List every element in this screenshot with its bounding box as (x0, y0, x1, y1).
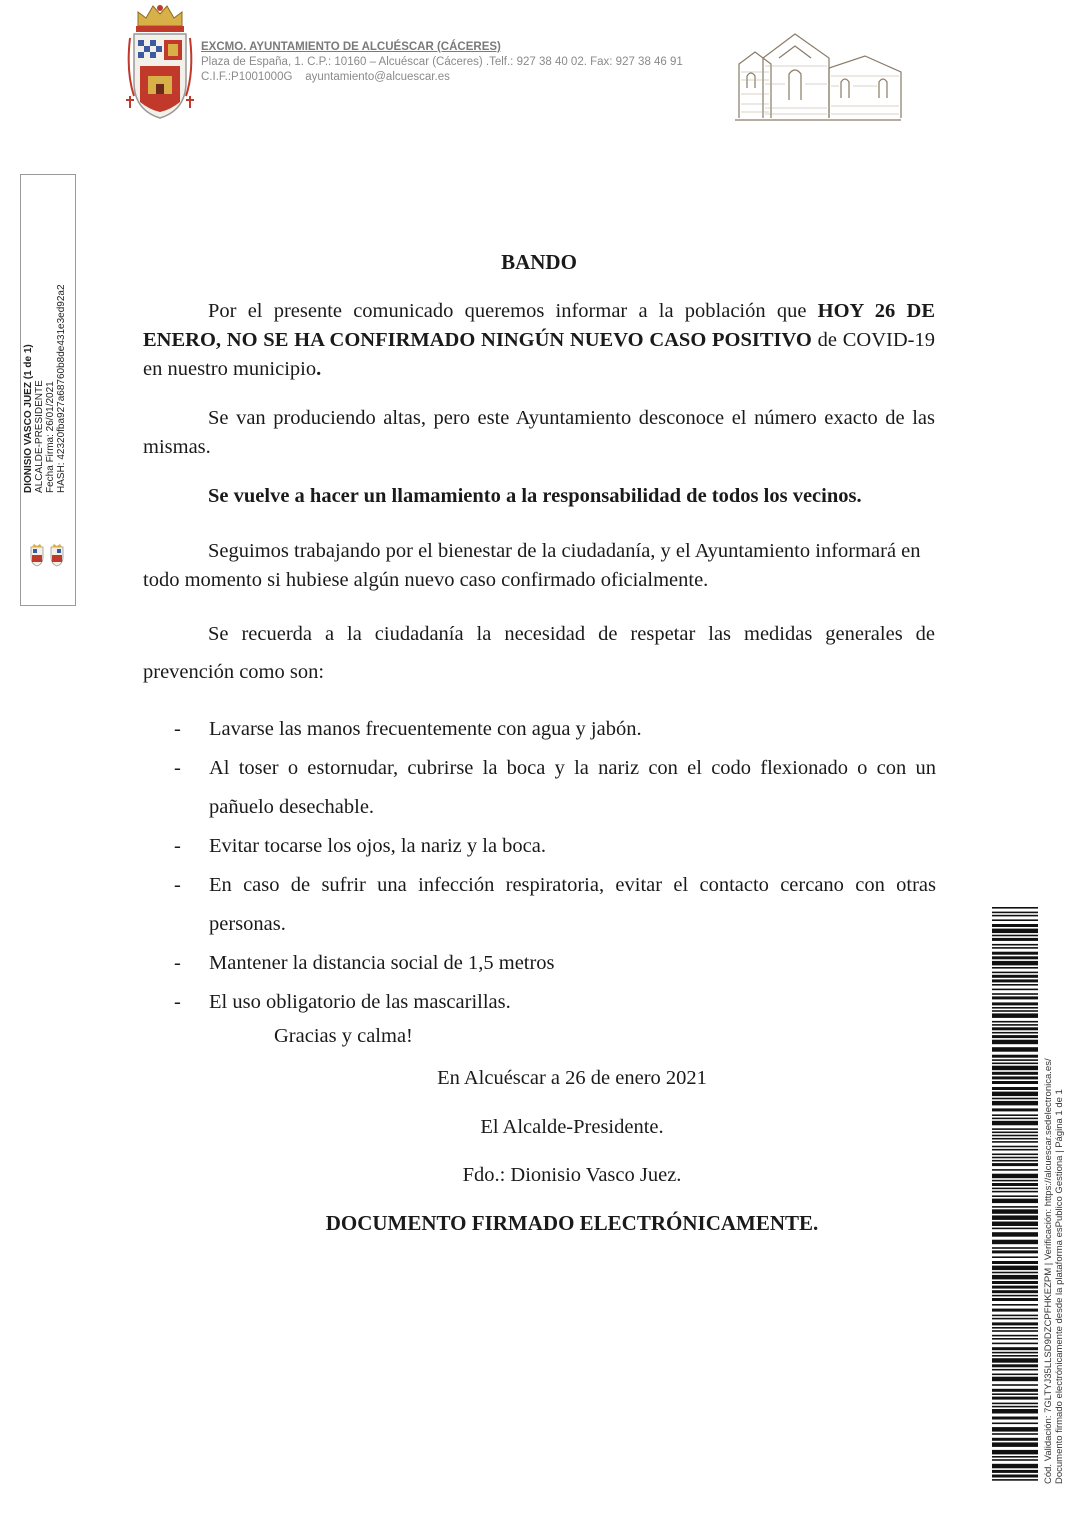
barcode-bar (992, 961, 1038, 966)
electronic-signature-notice: DOCUMENTO FIRMADO ELECTRÓNICAMENTE. (325, 1211, 819, 1235)
barcode-bar (992, 1304, 1038, 1306)
barcode-bar (992, 1318, 1038, 1320)
municipal-coat-of-arms (124, 2, 196, 122)
barcode-bar (992, 1021, 1038, 1023)
document-title: BANDO (501, 250, 577, 274)
barcode-bar (992, 1330, 1038, 1332)
church-illustration (733, 28, 903, 124)
signature-date: Fecha Firma: 26/01/2021 (45, 381, 56, 493)
list-item (174, 866, 936, 944)
barcode-bar (992, 1423, 1038, 1425)
barcode-bar (992, 1272, 1038, 1274)
barcode-bar (992, 1442, 1038, 1447)
list-item-text: El uso obligatorio de las mascarillas. (209, 991, 511, 1013)
paragraph-announcement (143, 297, 935, 384)
barcode-bar (992, 1032, 1038, 1034)
paragraph-responsibility-call: Se vuelve a hacer un llamamiento a la responsabilidad de todos los vecinos. (208, 485, 862, 507)
list-item-text: Lavarse las manos frecuentemente con agua y jabón. (209, 718, 642, 740)
barcode-bar (992, 1295, 1038, 1297)
announcement-intro: Por el presente comunicado queremos informar a la población que (208, 300, 818, 322)
barcode-bar (992, 956, 1038, 959)
paragraph-recoveries (143, 404, 935, 462)
prevention-intro-text: Se recuerda a la ciudadanía la necesidad de respetar las medidas generales de prevención como son: (143, 623, 935, 683)
list-bullet: - (174, 991, 181, 1013)
list-item-text: En caso de sufrir una infección respiratoria, evitar el contacto cercano con otras personas. (209, 874, 936, 935)
barcode-bar (992, 1427, 1038, 1432)
list-item (174, 827, 936, 866)
barcode-bar (992, 1456, 1038, 1458)
verification-code: Cód. Validación: 7GLTYJ35LLSD9DZCPFHKEZPM | Verificación: https://alcuescar.sedelectronica.es/ (1043, 1058, 1054, 1484)
barcode-bar (992, 1013, 1038, 1018)
barcode-bar (992, 1384, 1038, 1386)
paragraph-prevention-intro (143, 615, 935, 691)
announcement-highlight: HOY 26 DE ENERO, NO SE HA CONFIRMADO NINGÚN NUEVO CASO POSITIVO (143, 300, 935, 351)
barcode-bar (992, 1352, 1038, 1354)
signer-title: El Alcalde-Presidente. (480, 1116, 664, 1138)
barcode-bar (992, 1335, 1038, 1337)
barcode-bar (992, 1154, 1038, 1156)
barcode-bar (992, 993, 1038, 995)
barcode-bar (992, 1191, 1038, 1193)
closing-remark: Gracias y calma! (274, 1025, 413, 1047)
barcode-bar (992, 967, 1038, 969)
barcode-bar (992, 1355, 1038, 1357)
barcode-bar (992, 1101, 1038, 1106)
barcode-bar (992, 1010, 1038, 1012)
barcode-bar (992, 1035, 1038, 1038)
barcode-bar (992, 1389, 1038, 1392)
list-item (174, 710, 936, 749)
barcode-bar (992, 1007, 1038, 1009)
list-bullet: - (174, 718, 181, 740)
barcode-bar (992, 1275, 1038, 1280)
barcode-bar (992, 1364, 1038, 1367)
barcode-bar (992, 1475, 1038, 1478)
barcode-bar (992, 1266, 1038, 1271)
barcode-bar (992, 1343, 1038, 1345)
barcode-bar (992, 1470, 1038, 1473)
barcode-bar (992, 924, 1038, 927)
barcode-bar (992, 1479, 1038, 1481)
barcode-bar (992, 1002, 1038, 1005)
list-bullet: - (174, 835, 181, 857)
barcode-bar (992, 1240, 1038, 1245)
barcode-bar (992, 1459, 1038, 1461)
barcode-bar (992, 1377, 1038, 1382)
barcode-bar (992, 912, 1038, 914)
barcode-bar (992, 947, 1038, 949)
wellbeing-text: Seguimos trabajando por el bienestar de la ciudadanía, y el Ayuntamiento informará en todo momento si hubiese algún nuevo caso confirmado oficialmente. (143, 540, 921, 591)
barcode-bar (992, 1433, 1038, 1435)
barcode-bar (992, 1040, 1038, 1045)
barcode-bar (992, 1063, 1038, 1065)
barcode-bar (992, 1250, 1038, 1253)
barcode-bar (992, 984, 1038, 986)
barcode-bar (992, 1358, 1038, 1363)
barcode-bar (992, 1315, 1038, 1317)
barcode-bar (992, 1141, 1038, 1143)
list-bullet: - (174, 757, 181, 779)
barcode-bar (992, 1397, 1038, 1400)
letterhead (201, 40, 683, 85)
signature-hash: HASH: 42320fba927a68760b8de431e3ed92a2 (56, 284, 67, 493)
list-item-text: Al toser o estornudar, cubrirse la boca y la nariz con el codo flexionado o con un pañuelo desechable. (209, 757, 936, 818)
barcode-bar (992, 1327, 1038, 1329)
barcode-bar (992, 952, 1038, 955)
announcement-period: . (316, 358, 322, 380)
barcode-bar (992, 1309, 1038, 1312)
barcode-bar (992, 1027, 1038, 1030)
barcode-bar (992, 1059, 1038, 1061)
signature-details (23, 193, 71, 493)
barcode-bar (992, 1298, 1038, 1301)
barcode-bar (992, 1281, 1038, 1284)
recoveries-text: Se van produciendo altas, pero este Ayuntamiento desconoce el número exacto de las mismas. (143, 407, 935, 458)
list-item (174, 749, 936, 827)
barcode-bar (992, 1055, 1038, 1058)
barcode-bar (992, 1261, 1038, 1264)
list-item (174, 944, 936, 983)
barcode-bar (992, 1393, 1038, 1395)
organization-email: ayuntamiento@alcuescar.es (305, 71, 450, 83)
barcode-bar (992, 1403, 1038, 1405)
barcode-bar (992, 1256, 1038, 1258)
barcode-bar (992, 919, 1038, 921)
barcode-bar (992, 1188, 1038, 1190)
barcode-bar (992, 915, 1038, 917)
signature-stamp (20, 174, 76, 606)
barcode-bar (992, 1157, 1038, 1159)
organization-cif: C.I.F.:P1001000G (201, 71, 293, 83)
barcode-bar (992, 938, 1038, 941)
barcode-bar (992, 1369, 1038, 1371)
barcode-bar (992, 1092, 1038, 1097)
barcode-bar (992, 944, 1038, 946)
verification-barcode (990, 905, 1040, 1485)
barcode-bar (992, 1247, 1038, 1249)
organization-address: Plaza de España, 1. C.P.: 10160 – Alcuéscar (Cáceres) .Telf.: 927 38 40 02. Fax: 927 38 46 91 (201, 56, 683, 68)
barcode-bar (992, 1322, 1038, 1325)
barcode-bar (992, 935, 1038, 937)
signature-line: Fdo.: Dionisio Vasco Juez. (462, 1164, 682, 1186)
barcode-bar (992, 979, 1038, 982)
verification-platform: Documento firmado electrónicamente desde la plataforma esPublico Gestiona | Página 1 de 1 (1054, 1089, 1065, 1484)
barcode-bar (992, 1286, 1038, 1289)
barcode-bar (992, 1199, 1038, 1204)
stamp-crest-icon (28, 543, 66, 567)
organization-contact (201, 70, 683, 85)
barcode-bar (992, 1160, 1038, 1162)
barcode-bar (992, 989, 1038, 991)
list-item-text: Mantener la distancia social de 1,5 metros (209, 952, 555, 974)
barcode-bar (992, 975, 1038, 978)
barcode-bar (992, 1206, 1038, 1208)
list-item-text: Evitar tocarse los ojos, la nariz y la boca. (209, 835, 546, 857)
barcode-bar (992, 1149, 1038, 1151)
barcode-bar (992, 1374, 1038, 1376)
barcode-bar (992, 1417, 1038, 1420)
barcode-bar (992, 1347, 1038, 1350)
barcode-bar (992, 972, 1038, 974)
barcode-bar (992, 1338, 1038, 1340)
barcode-bar (992, 1450, 1038, 1455)
signer-name: DIONISIO VASCO JUEZ (1 de 1) (23, 344, 34, 493)
list-item (174, 983, 936, 1022)
prevention-measures-list (174, 710, 936, 1022)
barcode-bar (992, 1146, 1038, 1148)
barcode-bar (992, 1409, 1038, 1414)
barcode-bar (992, 1438, 1038, 1441)
barcode-bar (992, 1108, 1038, 1111)
verification-info (1043, 964, 1065, 1484)
paragraph-wellbeing (143, 537, 935, 595)
barcode-bar (992, 1024, 1038, 1026)
barcode-bar (992, 1406, 1038, 1408)
barcode-bar (992, 996, 1038, 999)
barcode-bar (992, 1047, 1038, 1052)
place-and-date: En Alcuéscar a 26 de enero 2021 (437, 1067, 707, 1089)
signer-role: ALCALDE-PRESIDENTE (34, 380, 45, 493)
announcement-end: de COVID-19 en nuestro municipio (143, 329, 935, 380)
barcode-bar (992, 1098, 1038, 1100)
barcode-bar (992, 1464, 1038, 1469)
list-bullet: - (174, 952, 181, 974)
organization-name: EXCMO. AYUNTAMIENTO DE ALCUÉSCAR (CÁCERES) (201, 41, 501, 53)
barcode-bar (992, 1195, 1038, 1197)
barcode-bar (992, 907, 1038, 909)
barcode-bar (992, 929, 1038, 934)
barcode-bar (992, 1290, 1038, 1293)
list-bullet: - (174, 874, 181, 896)
